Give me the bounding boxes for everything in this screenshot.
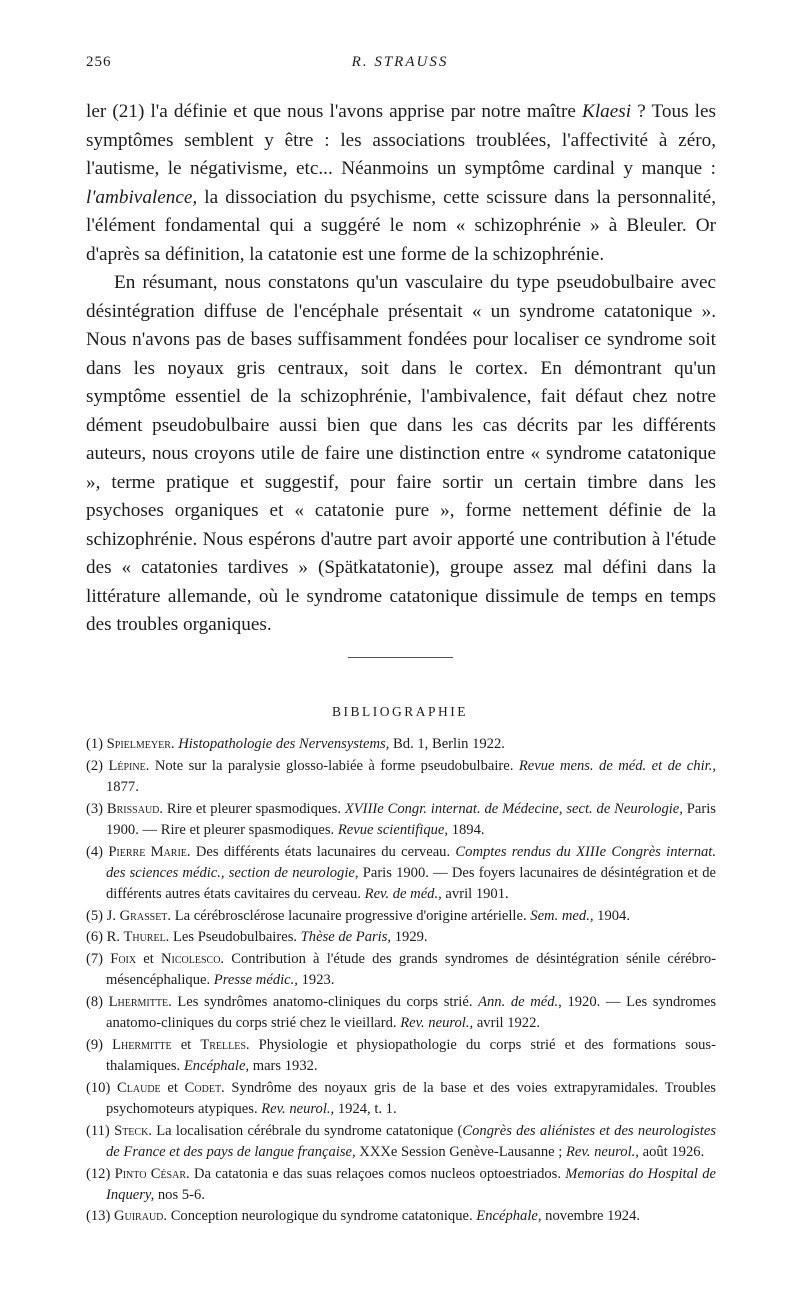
text-run: 1929.	[391, 929, 428, 946]
text-run: Contribution à l'étude des grands syndromes de désintégration sénile cérébro-mésencéphalique.	[106, 951, 716, 989]
author-name: Steck.	[114, 1122, 152, 1139]
text-run: 1904.	[593, 907, 630, 924]
italic-text: Ann. de méd.,	[478, 993, 562, 1010]
text-run: (8)	[86, 993, 109, 1010]
text-run: (7)	[86, 951, 111, 968]
text-run: ? Tous les symptômes semblent y être : les associations troublées, l'affectivité à zéro, l'autisme, le négativisme, etc... Néanmoins un symptôme cardinal y manque :	[86, 101, 716, 179]
paragraph	[86, 98, 716, 269]
page-number: 256	[86, 54, 112, 70]
italic-text: Comptes rendus du XIIIe Congrès internat. des sciences médic., section de neurologie,	[106, 843, 717, 881]
text-run: 1894.	[448, 821, 485, 838]
author-name: Pinto César.	[114, 1165, 190, 1182]
italic-text: Encéphale,	[476, 1208, 542, 1225]
running-head	[86, 54, 714, 78]
text-run: En résumant, nous constatons qu'un vasculaire du type pseudobulbaire avec désintégration diffuse de l'encéphale présentait « un syndrome catatonique ». Nous n'avons pas de bases suffisamment fondées pour localiser ce syndrome soit dans les noyaux gris centraux, soit dans le cortex. En démontrant qu'un symptôme essentiel de la schizophrénie, l'ambivalence, fait défaut chez notre dément pseudobulbaire aussi bien que dans les cas décrits par les différents auteurs, nous croyons utile de faire une distinction entre « syndrome catatonique », terme pratique et suggestif, pour faire sortir un certain timbre dans les psychoses organiques et « catatonie pure », forme nettement définie de la schizophrénie. Nous espérons d'autre part avoir apporté une contribution à l'étude des « catatonies tardives » (Spätkatatonie), groupe assez mal défini dans la littérature allemande, où le syndrome catatonique dissimule de temps en temps des troubles organiques.	[86, 272, 716, 635]
author-name: Claude	[117, 1079, 161, 1096]
text-run: 1877.	[106, 778, 139, 795]
text-run: (1)	[86, 736, 107, 752]
author-name: Foix	[110, 951, 137, 968]
paragraph	[86, 269, 716, 640]
bibliography-entry	[86, 1121, 716, 1163]
text-run: (2)	[86, 757, 109, 774]
text-run: (12)	[86, 1165, 115, 1182]
text-run: Note sur la paralysie glosso-labiée à forme pseudobulbaire.	[149, 757, 519, 774]
running-title: R. STRAUSS	[351, 54, 449, 70]
author-name: Spielmeyer.	[106, 736, 175, 752]
text-run: Les syndrômes anatomo-cliniques du corps strié.	[171, 993, 479, 1010]
author-name: Codet.	[184, 1079, 225, 1096]
text-run: La cérébrosclérose lacunaire progressive d'origine artérielle.	[171, 907, 531, 924]
bibliography-entry	[86, 906, 716, 927]
text-run: mars 1932.	[249, 1058, 318, 1075]
text-run: (13)	[86, 1208, 114, 1225]
text-run: avril 1901.	[441, 885, 509, 902]
text-run: (6)	[86, 929, 107, 946]
text-run: 1920. — Les syndromes anatomo-cliniques du corps strié chez le vieillard.	[106, 993, 716, 1032]
bibliography-entry	[86, 1206, 716, 1227]
author-name: Lhermitte.	[108, 993, 172, 1010]
text-run: Conception neurologique du syndrome catatonique.	[167, 1208, 477, 1225]
italic-text: Rev. neurol.,	[261, 1100, 335, 1117]
text-run: (3)	[86, 800, 107, 817]
text-run: 1923.	[297, 972, 335, 989]
bibliography-entry	[86, 1078, 716, 1120]
text-run: 1924, t. 1.	[334, 1100, 397, 1117]
text-run: novembre 1924.	[541, 1208, 641, 1225]
text-run: (5)	[86, 907, 107, 924]
italic-text: Histopathologie des Nervensystems,	[178, 736, 390, 752]
text-run: Syndrôme des noyaux gris de la base et des voies extrapyramidales. Troubles psychomoteurs atypiques.	[106, 1079, 716, 1117]
text-run: août 1926.	[638, 1143, 705, 1160]
text-run: et	[136, 951, 161, 968]
bibliography-heading: BIBLIOGRAPHIE	[332, 704, 468, 719]
text-run: Da catatonia e das suas relaçoes comos nucleos optoestriados.	[189, 1165, 566, 1182]
italic-text: Encéphale,	[183, 1058, 250, 1075]
italic-text: Revue mens. de méd. et de chir.,	[518, 757, 716, 774]
bibliography-entry	[86, 949, 716, 991]
text-run: et	[160, 1079, 185, 1096]
bibliography-entry	[86, 1164, 716, 1206]
text-run: Les Pseudobulbaires.	[169, 929, 301, 946]
text-run: Rire et pleurer spasmodiques.	[163, 800, 345, 817]
text-run: (4)	[86, 843, 109, 860]
text-run: ler (21) l'a définie et que nous l'avons apprise par notre maître	[86, 101, 583, 122]
text-run: Bd. 1, Berlin 1922.	[389, 736, 505, 752]
author-name: Lhermitte	[112, 1036, 172, 1053]
text-run: Paris 1900. — Des foyers lacunaires de désintégration et de différents autres états cavitaires du cerveau.	[106, 864, 716, 902]
text-run: Physiologie et physiopathologie du corps strié et des formations sous-thalamiques.	[106, 1036, 716, 1075]
italic-text: Sem. med.,	[530, 907, 594, 924]
text-run: nos 5-6.	[154, 1186, 205, 1203]
author-name: Guiraud.	[113, 1208, 168, 1225]
author-name: J. Grasset.	[106, 907, 172, 924]
author-name: Pierre Marie.	[108, 843, 191, 860]
italic-text: Presse médic.,	[213, 972, 298, 989]
bibliography-entry	[86, 842, 716, 906]
text-run: avril 1922.	[473, 1015, 541, 1032]
text-run: la dissociation du psychisme, cette scissure dans la personnalité, l'élément fondamental qui a suggéré le nom « schizophrénie » à Bleuler. Or d'après sa définition, la catatonie est une forme de la schizophrénie.	[86, 186, 716, 265]
bibliography-entry	[86, 992, 716, 1034]
text-run: XXXe Session Genève-Lausanne ;	[355, 1143, 566, 1160]
text-run: (10)	[86, 1079, 118, 1096]
section-divider	[348, 657, 453, 658]
italic-text: Rev. neurol.,	[400, 1015, 474, 1032]
bibliography-list	[86, 734, 716, 1228]
text-run: (11)	[86, 1122, 115, 1139]
text-run: (9)	[86, 1036, 113, 1053]
italic-text: XVIIIe Congr. internat. de Médecine, sect. de Neurologie,	[344, 800, 683, 817]
author-name: Lépine.	[108, 757, 150, 774]
italic-text: Revue scientifique,	[337, 821, 449, 838]
italic-text: Memorias do Hospital de Inquery,	[106, 1165, 716, 1203]
italic-text: Klaesi	[582, 101, 632, 122]
bibliography-entry	[86, 756, 716, 798]
text-run: Des différents états lacunaires du cerveau.	[190, 843, 456, 860]
italic-text: Congrès des aliénistes et des neurologistes de France et des pays de langue française,	[106, 1122, 717, 1160]
italic-text: Rev. neurol.,	[566, 1143, 639, 1160]
bibliography-entry	[86, 799, 716, 841]
author-name: Nicolesco.	[161, 951, 225, 968]
bibliography-entry	[86, 734, 716, 755]
bibliography-entry	[86, 927, 716, 948]
author-name: Trelles.	[200, 1036, 250, 1053]
body-text	[86, 98, 716, 640]
text-run: La localisation cérébrale du syndrome catatonique (	[151, 1122, 463, 1139]
italic-text: Rev. de méd.,	[364, 885, 442, 902]
text-run: Paris 1900. — Rire et pleurer spasmodiques.	[106, 800, 716, 838]
text-run: et	[171, 1036, 201, 1053]
italic-text: Thèse de Paris,	[300, 929, 392, 946]
bibliography-entry	[86, 1035, 716, 1077]
author-name: Brissaud.	[106, 800, 164, 817]
italic-text: l'ambivalence,	[86, 186, 198, 208]
author-name: R. Thurel.	[106, 929, 170, 946]
